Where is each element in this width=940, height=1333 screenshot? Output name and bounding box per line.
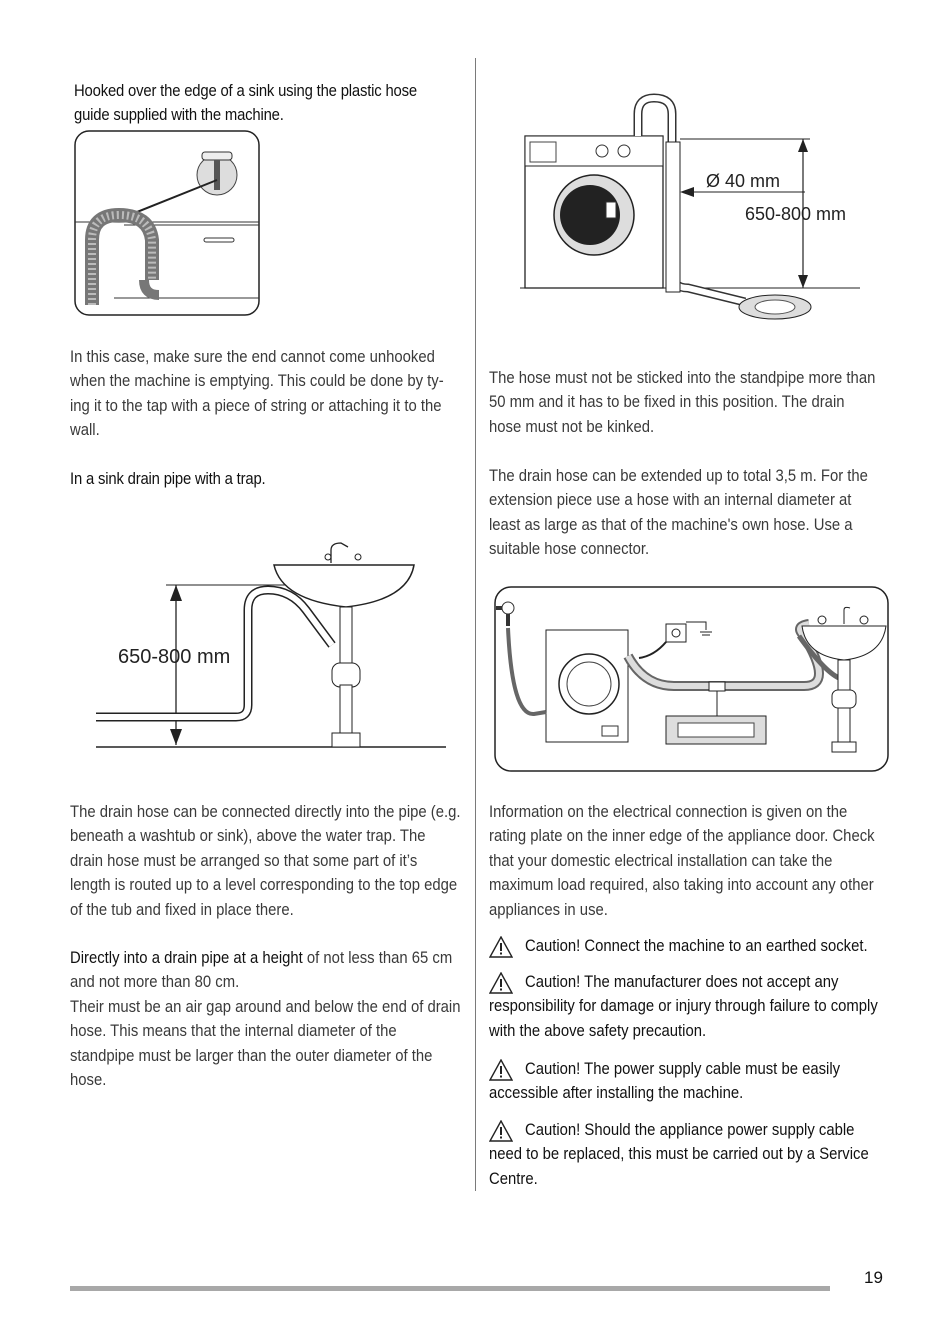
caution-text: Caution! Connect the machine to an earthed socket. xyxy=(525,937,868,955)
figure-hose-over-sink xyxy=(74,130,260,316)
height-label-2: 650-800 mm xyxy=(745,204,847,224)
caution-text: Caution! Should the appliance power supply cable need to be replaced, this must be carried out by a Service Centre. xyxy=(489,1121,869,1188)
page-number: 19 xyxy=(864,1268,883,1287)
figure-standpipe xyxy=(520,92,862,332)
paragraph-drain-pipe xyxy=(70,800,462,922)
heading-sink-edge: Hooked over the edge of a sink using the plastic hose guide supplied with the machine. xyxy=(74,82,417,125)
paragraph-extension: The drain hose can be extended up to total 3,5 m. For the extension piece use a hose with an internal diameter at least as large as that of the machine's own hose. Use a suitable hose connector. xyxy=(489,467,868,559)
footer-bar xyxy=(70,1286,830,1291)
figure-sink-trap xyxy=(96,535,448,750)
column-divider xyxy=(475,58,476,1191)
diameter-label: Ø 40 mm xyxy=(706,171,781,191)
height-label: 650-800 mm xyxy=(118,646,231,668)
paragraph-standpipe: The hose must not be sticked into the standpipe more than 50 mm and it has to be fixed in this position. The drain hose must not be kinked. xyxy=(489,369,876,436)
heading-sink-trap: In a sink drain pipe with a trap. xyxy=(70,470,266,488)
caution-text: Caution! The power supply cable must be easily accessible after installing the machine. xyxy=(489,1060,841,1103)
caution-text: Caution! The manufacturer does not accept any responsibility for damage or injury through failure to comply with the above safety precaution. xyxy=(489,973,878,1040)
paragraph-height xyxy=(70,946,462,995)
paragraph-drain-pipe-text: The drain hose can be connected directly into the pipe (e.g. beneath a washtub or sink), above the water trap. The drain hose must be arranged so that some part of it’s length is routed up to a level corresponding to the top edge of the tub and fixed in place there. xyxy=(70,803,461,919)
figure-extension-hose xyxy=(494,586,890,774)
paragraph-height-rest: of not less than 65 cm and not more than 80 cm. xyxy=(70,949,453,992)
paragraph-height-bold: Directly into a drain pipe at a height xyxy=(70,949,303,967)
paragraph-unhooked: In this case, make sure the end cannot come unhooked when the machine is emptying. This could be done by ty-ing it to the tap with a piece of string or attaching it to the wall. xyxy=(70,348,444,440)
paragraph-electrical: Information on the electrical connection is given on the rating plate on the inner edge of the appliance door. Check that your domestic electrical installation can take the maximum load required, also taking into account any other appliances in use. xyxy=(489,803,875,919)
paragraph-air-gap: Their must be an air gap around and below the end of drain hose. This means that the internal diameter of the standpipe must be larger than the outer diameter of the hose. xyxy=(70,998,461,1090)
